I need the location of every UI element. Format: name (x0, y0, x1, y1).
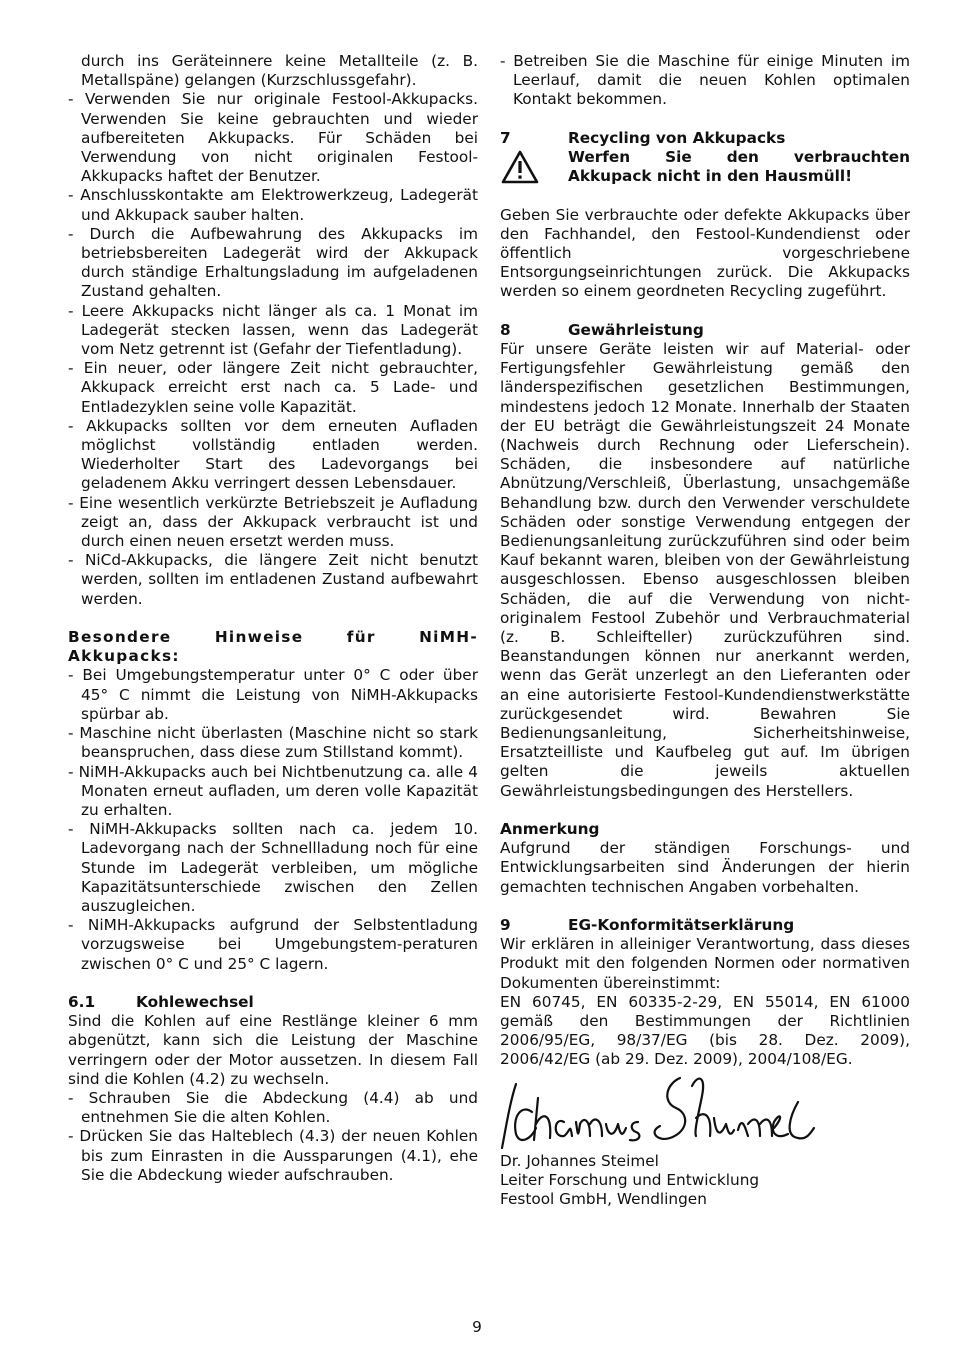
section-7-heading (500, 129, 910, 148)
warning-triangle-icon (500, 149, 540, 185)
section-title: Recycling von Akkupacks (568, 128, 786, 147)
note-heading: Anmerkung (500, 820, 600, 839)
list-item: - Drücken Sie das Halteblech (4.3) der neuen Kohlen bis zum Einrasten in die Aussparungen (4.1), ehe Sie die Abdeckung wieder aufschrauben. (68, 1127, 478, 1184)
signer-name: Dr. Johannes Steimel (500, 1151, 659, 1170)
warning-block (500, 148, 910, 186)
section-8-heading (500, 321, 910, 340)
section-6-1-heading (68, 993, 478, 1012)
section-9-heading (500, 916, 910, 935)
list-item: - NiMH-Akkupacks sollten nach ca. jedem 10. Ladevorgang nach der Schnellladung noch für eine Stunde im Ladegerät verbleiben, um mögliche Kapazitätsunterschiede zwischen den Zellen auszugleichen. (68, 820, 478, 915)
list-item: - Verwenden Sie nur originale Festool-Akkupacks. Verwenden Sie keine gebrauchten und wieder aufbereiteten Akkupacks. Für Schäden bei Verwendung von nicht originalen Festool-Akkupacks haftet der Benutzer. (68, 90, 478, 186)
list-item: - NiMH-Akkupacks aufgrund der Selbstentladung vorzugsweise bei Umgebungstem-peraturen zwischen 0° C und 25° C lagern. (68, 916, 478, 973)
list-item: - Durch die Aufbewahrung des Akkupacks im betriebsbereiten Ladegerät wird der Akkupack durch ständige Erhaltungsladung im aufgeladenen Zustand gehalten. (68, 224, 478, 301)
signer-role: Leiter Forschung und Entwicklung (500, 1170, 760, 1189)
section-9-text: Wir erklären in alleiniger Verantwortung, dass dieses Produkt mit den folgenden Normen oder normativen Dokumenten übereinstimmt: (500, 935, 910, 992)
warning-text: Werfen Sie den verbrauchten Akkupack nicht in den Hausmüll! (568, 148, 910, 186)
section-7-text: Geben Sie verbrauchte oder defekte Akkupacks über den Fachhandel, den Festool-Kundendienst oder öffentlich vorgeschriebene Entsorgungseinrichtungen zurück. Die Akkupacks werden so einem geordneten Recycling zugeführt. (500, 205, 910, 301)
section-9-norms: EN 60745, EN 60335-2-29, EN 55014, EN 61000 gemäß den Bestimmungen der Richtlinien 2006/95/EG, 98/37/EG (bis 28. Dez. 2009), 2006/42/EG (ab 29. Dez. 2009), 2004/108/EG. (500, 992, 910, 1069)
section-number: 6.1 (68, 992, 96, 1011)
section-number: 9 (500, 916, 511, 935)
list-item: - Ein neuer, oder längere Zeit nicht gebrauchter, Akkupack erreicht erst nach ca. 5 Lade- und Entladezyklen seine volle Kapazität. (68, 359, 478, 416)
section-number: 8 (500, 320, 511, 339)
list-item: - Akkupacks sollten vor dem erneuten Aufladen möglichst vollständig entladen werden. Wiederholter Start des Ladevorgangs bei geladenem Akku verringert dessen Lebensdauer. (68, 416, 478, 493)
list-item: - Betreiben Sie die Maschine für einige Minuten im Leerlauf, damit die neuen Kohlen optimalen Kontakt bekommen. (500, 52, 910, 109)
section-title: Gewährleistung (568, 320, 704, 339)
nimh-heading: Besondere Hinweise für NiMH-Akkupacks: (68, 628, 478, 666)
signature-image (498, 1072, 818, 1152)
left-column (68, 52, 478, 1185)
section-title: EG-Konformitätserklärung (568, 916, 795, 935)
list-item: - NiCd-Akkupacks, die längere Zeit nicht benutzt werden, sollten im entladenen Zustand aufbewahrt werden. (68, 551, 478, 608)
section-number: 7 (500, 128, 511, 147)
signer-company: Festool GmbH, Wendlingen (500, 1190, 707, 1209)
section-8-text: Für unsere Geräte leisten wir auf Material- oder Fertigungsfehler Gewährleistung gemäß den länderspezifischen gesetzlichen Bestimmungen, mindestens jedoch 12 Monate. Innerhalb der Staaten der EU beträgt die Gewährleistungszeit 24 Monate (Nachweis durch Rechnung oder Lieferschein). Schäden, die insbesondere auf natürliche Abnützung/Verschleiß, Überlastung, unsachgemäße Behandlung bzw. durch den Verwender verschuldete Schäden oder sonstige Verwendung entgegen der Bedienungsanleitung zurückzuführen sind oder beim Kauf bekannt waren, bleiben von der Gewährleistung ausgeschlossen. Ebenso ausgeschlossen bleiben Schäden, die auf die Verwendung von nicht-originalem Festool Zubehör und Verbrauchmaterial (z. B. Schleifteller) zurückzuführen sind. Beanstandungen können nur anerkannt werden, wenn das Gerät unzerlegt an den Lieferanten oder an eine autorisierte Festool-Kundendienstwerkstätte zurückgesendet wird. Bewahren Sie Bedienungsanleitung, Sicherheitshinweise, Ersatzteilliste und Kaufbeleg gut auf. Im übrigen gelten die jeweils aktuellen Gewährleistungsbedingungen des Herstellers. (500, 340, 910, 800)
list-item: - Maschine nicht überlasten (Maschine nicht so stark beanspruchen, dass diese zum Stillstand kommt). (68, 724, 478, 762)
list-item: - Leere Akkupacks nicht länger als ca. 1 Monat im Ladegerät stecken lassen, wenn das Ladegerät vom Netz getrennt ist (Gefahr der Tiefentladung). (68, 301, 478, 359)
right-column (500, 52, 910, 1209)
section-title: Kohlewechsel (136, 992, 254, 1011)
list-item: - Eine wesentlich verkürzte Betriebszeit je Aufladung zeigt an, dass der Akkupack verbraucht ist und durch einen neuen ersetzt werden muss. (68, 493, 478, 551)
section-6-1-text: Sind die Kohlen auf eine Restlänge kleiner 6 mm abgenützt, kann sich die Leistung der Maschine verringern oder der Motor aussetzen. In diesem Fall sind die Kohlen (4.2) zu wechseln. (68, 1012, 478, 1088)
list-item: - Schrauben Sie die Abdeckung (4.4) ab und entnehmen Sie die alten Kohlen. (68, 1088, 478, 1127)
note-text: Aufgrund der ständigen Forschungs- und Entwicklungsarbeiten sind Änderungen der hierin gemachten technischen Angaben vorbehalten. (500, 839, 910, 896)
intro-continuation: durch ins Geräteinnere keine Metallteile (z. B. Metallspäne) gelangen (Kurzschlussgefahr). (81, 52, 478, 90)
list-item: - Bei Umgebungstemperatur unter 0° C oder über 45° C nimmt die Leistung von NiMH-Akkupacks spürbar ab. (68, 666, 478, 723)
list-item: - Anschlusskontakte am Elektrowerkzeug, Ladegerät und Akkupack sauber halten. (68, 186, 478, 224)
list-item: - NiMH-Akkupacks auch bei Nichtbenutzung ca. alle 4 Monaten erneut aufladen, um deren volle Kapazität zu erhalten. (68, 762, 478, 819)
page-number: 9 (472, 1318, 482, 1336)
